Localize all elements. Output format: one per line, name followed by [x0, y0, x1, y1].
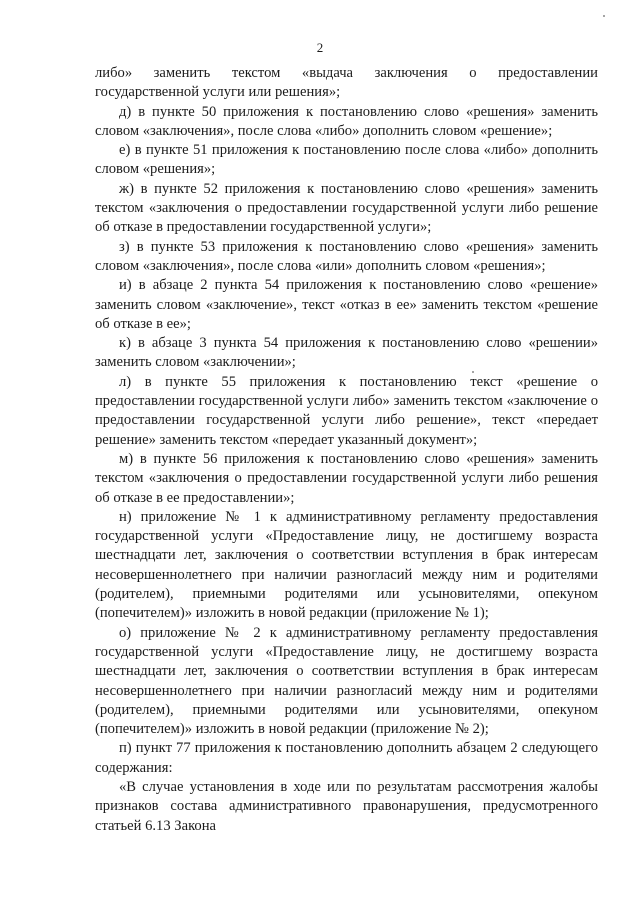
paragraph: о) приложение № 2 к административному регламенту предоставления государственной услуги «Предоставление лицу, не достигшему возраста шестнадцати лет, заключения о соответствии вступления в брак интересам несовершеннолетнего при наличии разногласий между ним и родителями (родителем), приемными родителями или усыновителями, опекуном (попечителем)» изложить в новой редакции (приложение № 2);: [95, 624, 598, 738]
paragraph: н) приложение № 1 к административному регламенту предоставления государственной услуги «Предоставление лицу, не достигшему возраста шестнадцати лет, заключения о соответствии вступления в брак интересам несовершеннолетнего при наличии разногласий между ним и родителями (родителем), приемными родителями или усыновителями, опекуном (попечителем)» изложить в новой редакции (приложение № 1);: [95, 508, 598, 622]
paragraph: е) в пункте 51 приложения к постановлению после слова «либо» дополнить словом «решения»;: [95, 142, 598, 178]
document-body: [95, 64, 598, 836]
page-number: 2: [316, 40, 324, 55]
scan-speck: [603, 15, 605, 17]
paragraph: п) пункт 77 приложения к постановлению дополнить абзацем 2 следующего содержания:: [95, 740, 598, 776]
paragraph: д) в пункте 50 приложения к постановлению слово «решения» заменить словом «заключения», после слова «либо» дополнить словом «решение»;: [95, 103, 598, 139]
paragraph: ж) в пункте 52 приложения к постановлению слово «решения» заменить текстом «заключения о предоставлении государственной услуги либо решение об отказе в предоставлении государственной услуги»;: [95, 180, 598, 236]
paragraph: «В случае установления в ходе или по результатам рассмотрения жалобы признаков состава административного правонарушения, предусмотренного статьей 6.13 Закона: [95, 778, 598, 834]
paragraph: л) в пункте 55 приложения к постановлению текст «решение о предоставлении государственной услуги либо» заменить текстом «заключение о предоставлении государственной услуги либо решение», текст «передает решение» заменить текстом «передает указанный документ»;: [95, 373, 598, 448]
paragraph: либо» заменить текстом «выдача заключения о предоставлении государственной услуги или решения»;: [95, 65, 598, 101]
paragraph: и) в абзаце 2 пункта 54 приложения к постановлению слово «решение» заменить словом «заключение», текст «отказ в ее» заменить текстом «решение об отказе в ее»;: [95, 277, 598, 332]
paragraph: к) в абзаце 3 пункта 54 приложения к постановлению слово «решении» заменить словом «заключении»;: [95, 335, 598, 371]
paragraph: м) в пункте 56 приложения к постановлению слово «решения» заменить текстом «заключения о предоставлении государственной услуги либо решения об отказе в ее предоставлении»;: [95, 450, 598, 506]
scan-speck: [472, 371, 474, 373]
paragraph: з) в пункте 53 приложения к постановлению слово «решения» заменить словом «заключения», после слова «или» дополнить словом «решения»;: [95, 238, 598, 274]
